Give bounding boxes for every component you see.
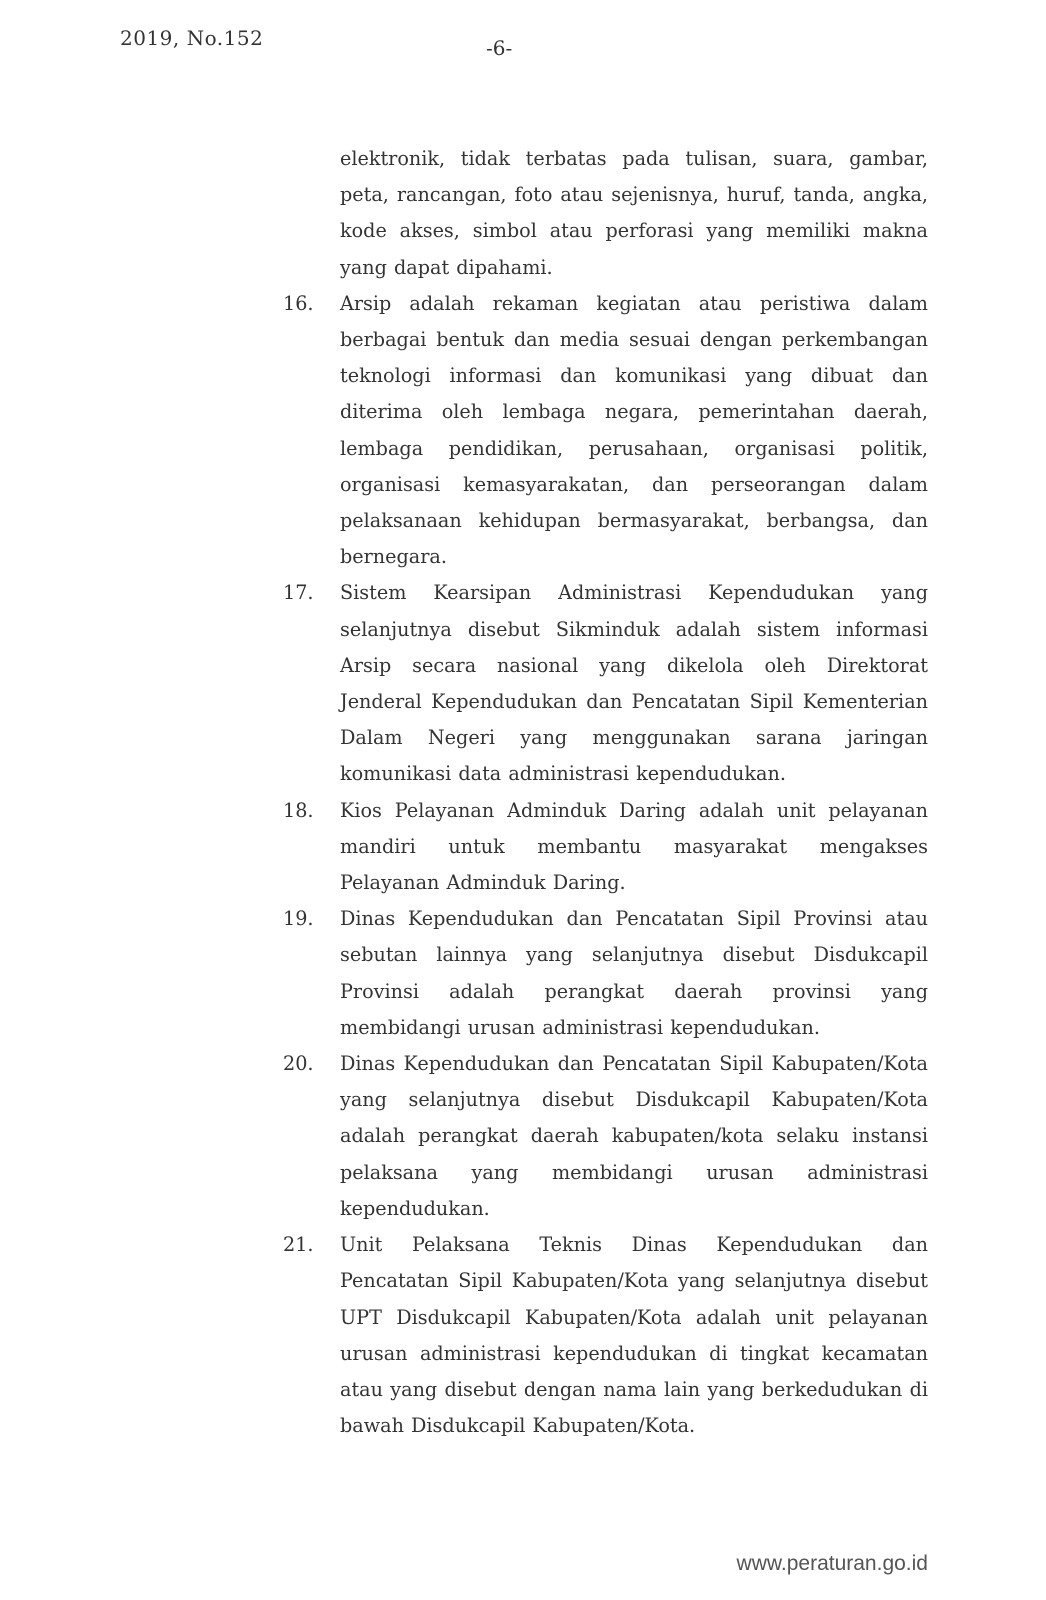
item-number: 18. xyxy=(283,798,314,822)
item-text: Dinas Kependudukan dan Pencatatan Sipil Kabupaten/Kota yang selanjutnya disebut Disdukcapil Kabupaten/Kota adalah perangkat daerah kabupaten/kota selaku instansi pelaksana yang membidangi urusan administrasi kependudukan. xyxy=(340,1052,928,1220)
item-number: 19. xyxy=(283,907,314,931)
definition-item-21 xyxy=(283,1227,928,1444)
definition-item-20 xyxy=(283,1046,928,1227)
item-text: Kios Pelayanan Adminduk Daring adalah unit pelayanan mandiri untuk membantu masyarakat mengakses Pelayanan Adminduk Daring. xyxy=(340,798,928,895)
document-body xyxy=(283,141,928,1444)
definition-item-19 xyxy=(283,901,928,1046)
item-text: Sistem Kearsipan Administrasi Kependudukan yang selanjutnya disebut Sikminduk adalah sistem informasi Arsip secara nasional yang dikelola oleh Direktorat Jenderal Kependudukan dan Pencatatan Sipil Kementerian Dalam Negeri yang menggunakan sarana jaringan komunikasi data administrasi kependudukan. xyxy=(340,581,928,786)
item-number: 21. xyxy=(283,1233,314,1257)
item-number: 16. xyxy=(283,291,314,315)
item-number: 17. xyxy=(283,581,314,605)
continuation-paragraph: elektronik, tidak terbatas pada tulisan, suara, gambar, peta, rancangan, foto atau sejenisnya, huruf, tanda, angka, kode akses, simbol atau perforasi yang memiliki makna yang dapat dipahami. xyxy=(340,147,928,279)
document-reference: 2019, No.152 xyxy=(120,26,264,50)
definition-item-16 xyxy=(283,286,928,576)
item-text: Dinas Kependudukan dan Pencatatan Sipil Provinsi atau sebutan lainnya yang selanjutnya disebut Disdukcapil Provinsi adalah perangkat daerah provinsi yang membidangi urusan administrasi kependudukan. xyxy=(340,907,928,1039)
website-link[interactable]: www.peraturan.go.id xyxy=(736,1552,928,1575)
item-text: Arsip adalah rekaman kegiatan atau peristiwa dalam berbagai bentuk dan media sesuai dengan perkembangan teknologi informasi dan komunikasi yang dibuat dan diterima oleh lembaga negara, pemerintahan daerah, lembaga pendidikan, perusahaan, organisasi politik, organisasi kemasyarakatan, dan perseorangan dalam pelaksanaan kehidupan bermasyarakat, berbangsa, dan bernegara. xyxy=(340,291,928,569)
definition-item-18 xyxy=(283,793,928,902)
page-number: -6- xyxy=(486,36,513,60)
definition-item-17 xyxy=(283,575,928,792)
item-text: Unit Pelaksana Teknis Dinas Kependudukan dan Pencatatan Sipil Kabupaten/Kota yang selanjutnya disebut UPT Disdukcapil Kabupaten/Kota adalah unit pelayanan urusan administrasi kependudukan di tingkat kecamatan atau yang disebut dengan nama lain yang berkedudukan di bawah Disdukcapil Kabupaten/Kota. xyxy=(340,1233,928,1438)
item-number: 20. xyxy=(283,1052,314,1076)
